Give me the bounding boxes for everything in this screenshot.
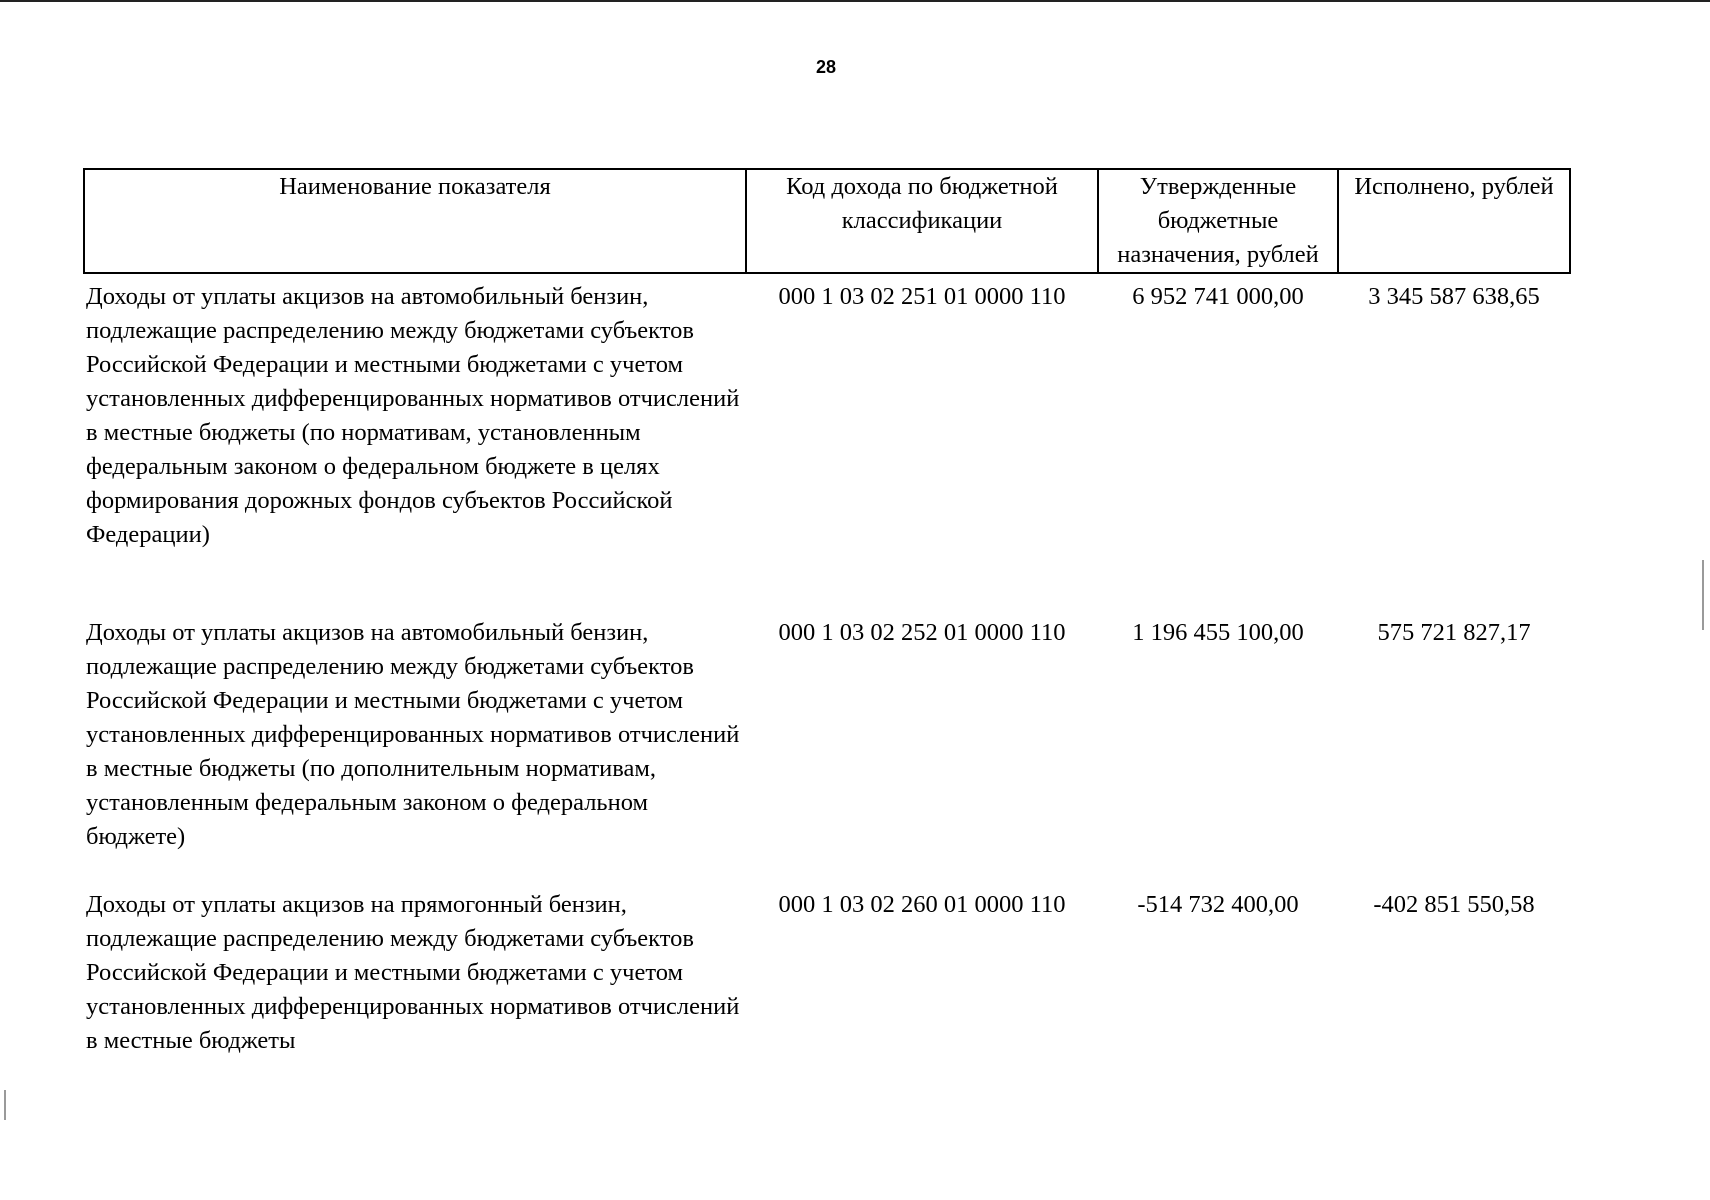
- row-indicator-name: Доходы от уплаты акцизов на автомобильный бензин, подлежащие распределению между бюджетами субъектов Российской Федерации и местными бюджетами с учетом установленных дифференцированных нормативов отчислений в местные бюджеты (по нормативам, установленным федеральным законом о федеральном бюджете в целях формирования дорожных фондов субъектов Российской Федерации): [86, 283, 740, 548]
- page-number: 28: [815, 57, 837, 77]
- row-revenue-code: 000 1 03 02 252 01 0000 110: [778, 619, 1066, 646]
- row-approved-amount: 1 196 455 100,00: [1132, 619, 1304, 646]
- scan-edge-mark: [1702, 560, 1704, 630]
- scan-top-border: [0, 0, 1710, 2]
- scan-edge-mark: [4, 1090, 6, 1120]
- table-header-row: [84, 169, 1570, 273]
- table-row: [84, 273, 1570, 616]
- header-indicator-name: Наименование показателя: [84, 169, 746, 273]
- row-approved-amount: 6 952 741 000,00: [1132, 283, 1304, 310]
- row-revenue-code: 000 1 03 02 260 01 0000 110: [778, 891, 1066, 918]
- header-revenue-code: Код дохода по бюджетной классификации: [746, 169, 1098, 273]
- header-executed-amount: Исполнено, рублей: [1338, 169, 1570, 273]
- row-revenue-code: 000 1 03 02 251 01 0000 110: [778, 283, 1066, 310]
- row-executed-amount: -402 851 550,58: [1373, 891, 1535, 918]
- table-row: [84, 616, 1570, 888]
- row-indicator-name: Доходы от уплаты акцизов на автомобильный бензин, подлежащие распределению между бюджетами субъектов Российской Федерации и местными бюджетами с учетом установленных дифференцированных нормативов отчислений в местные бюджеты (по дополнительным нормативам, установленным федеральным законом о федеральном бюджете): [86, 619, 740, 850]
- table-row: [84, 888, 1570, 1088]
- row-indicator-name: Доходы от уплаты акцизов на прямогонный бензин, подлежащие распределению между бюджетами субъектов Российской Федерации и местными бюджетами с учетом установленных дифференцированных нормативов отчислений в местные бюджеты: [86, 891, 740, 1054]
- row-approved-amount: -514 732 400,00: [1137, 891, 1299, 918]
- row-executed-amount: 3 345 587 638,65: [1368, 283, 1540, 310]
- row-executed-amount: 575 721 827,17: [1377, 619, 1531, 646]
- budget-revenue-table: [83, 168, 1571, 1088]
- header-approved-amount: Утвержденные бюджетные назначения, рублей: [1098, 169, 1338, 273]
